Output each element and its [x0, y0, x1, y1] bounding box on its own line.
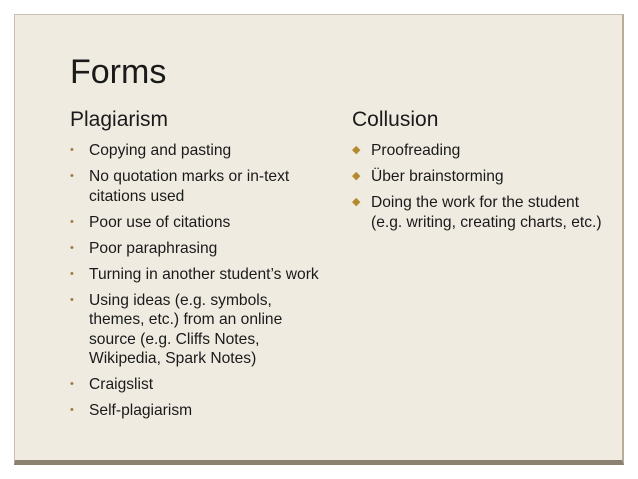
list-item-text: Turning in another student’s work [89, 265, 319, 283]
bullet-icon: • [70, 293, 74, 306]
bullet-icon: • [70, 378, 74, 390]
list-item [70, 213, 322, 233]
list-item-text: Über brainstorming [371, 168, 504, 185]
list-item [70, 239, 322, 259]
list-item [352, 193, 610, 232]
slide-title: Forms [70, 53, 167, 91]
bullet-icon: • [70, 241, 74, 254]
diamond-bullet-icon: ◆ [352, 144, 361, 156]
collusion-list [352, 141, 610, 239]
list-item-text: Using ideas (e.g. symbols, themes, etc.) from an online source (e.g. Cliffs Notes, Wikipedia, Spark Notes) [89, 291, 283, 367]
list-item [70, 401, 322, 421]
list-item-text: Self-plagiarism [89, 402, 193, 419]
list-item-text: Craigslist [89, 376, 154, 393]
diamond-bullet-icon: ◆ [352, 170, 361, 182]
bullet-icon: • [70, 170, 74, 182]
collusion-heading: Collusion [352, 108, 439, 131]
bullet-icon: • [70, 267, 74, 280]
list-item [70, 265, 322, 285]
list-item [70, 167, 322, 206]
list-item [352, 167, 610, 187]
list-item-text: Poor paraphrasing [89, 239, 218, 257]
list-item [70, 375, 322, 395]
plagiarism-list [70, 141, 322, 427]
list-item [352, 141, 610, 161]
bullet-icon: • [70, 215, 74, 228]
list-item [70, 141, 322, 161]
list-item-text: No quotation marks or in-text citations used [89, 168, 290, 205]
list-item-text: Copying and pasting [89, 142, 232, 159]
list-item-text: Proofreading [371, 142, 461, 159]
bullet-icon: • [70, 144, 74, 156]
plagiarism-heading: Plagiarism [70, 108, 169, 131]
diamond-bullet-icon: ◆ [352, 196, 361, 208]
list-item-text: Doing the work for the student (e.g. writing, creating charts, etc.) [371, 194, 602, 231]
list-item-text: Poor use of citations [89, 213, 231, 231]
list-item [70, 291, 322, 369]
bullet-icon: • [70, 404, 74, 416]
